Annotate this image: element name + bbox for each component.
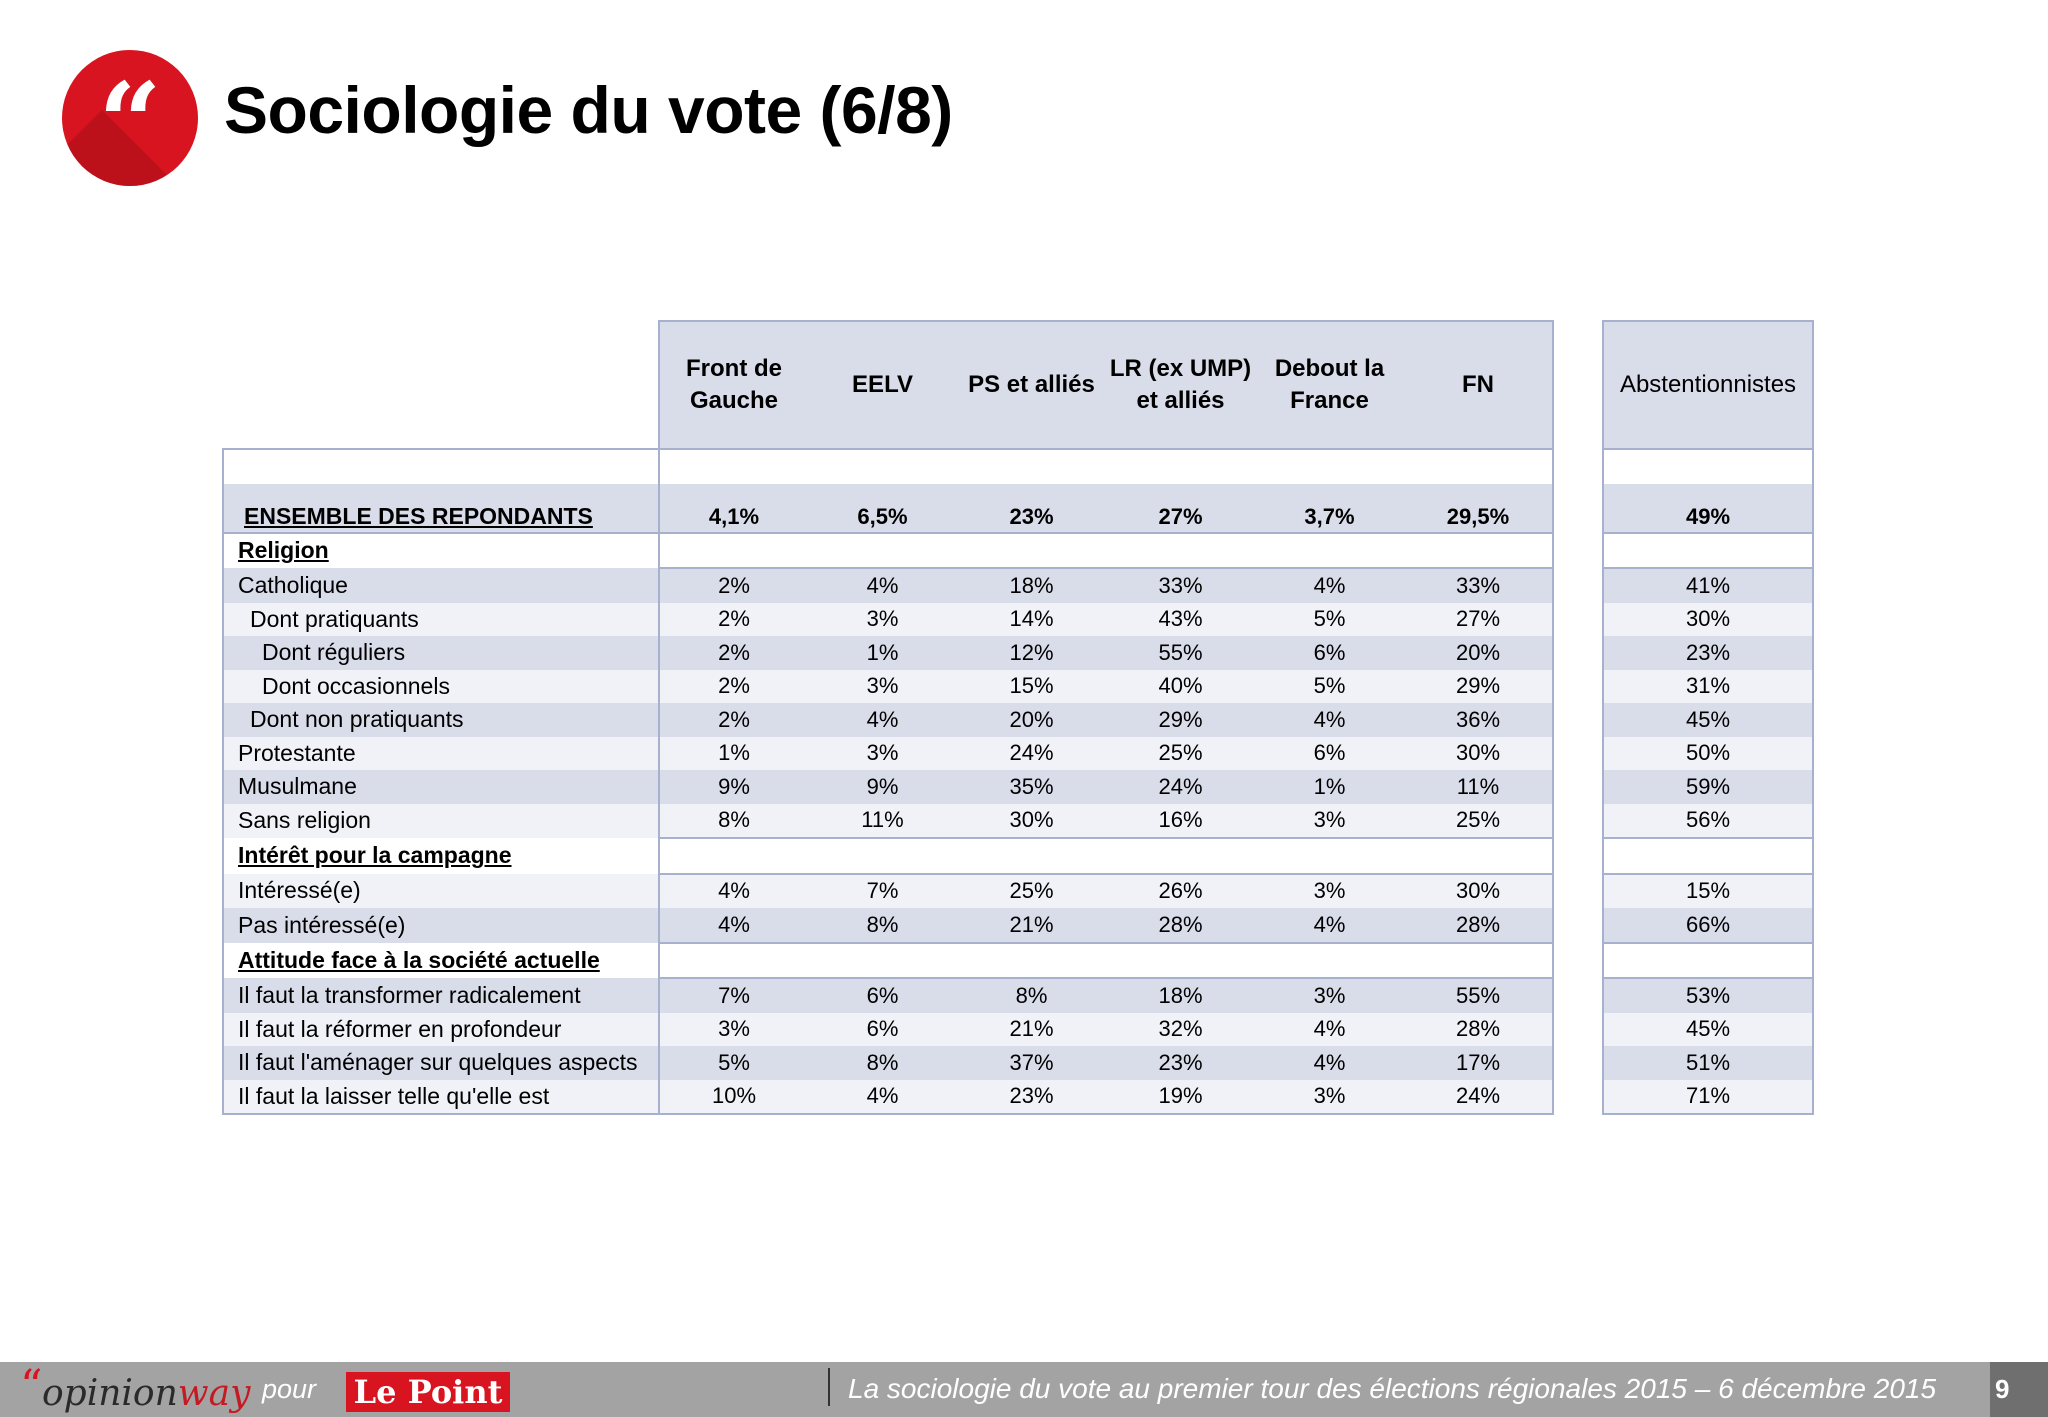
abstention-header: Abstentionnistes xyxy=(1603,321,1813,449)
cell: 11% xyxy=(1404,770,1553,804)
section-row xyxy=(223,838,1813,874)
cell: 23% xyxy=(1106,1046,1255,1080)
cell: 4% xyxy=(1255,1013,1404,1047)
cell: 55% xyxy=(1106,636,1255,670)
spacer-row xyxy=(223,449,1813,484)
cell xyxy=(808,943,957,979)
header-gap xyxy=(1553,321,1603,449)
abst-cell: 50% xyxy=(1603,737,1813,771)
cell: 43% xyxy=(1106,603,1255,637)
column-gap xyxy=(1553,737,1603,771)
column-gap xyxy=(1553,908,1603,943)
cell: 16% xyxy=(1106,804,1255,839)
cell: 25% xyxy=(1106,737,1255,771)
cell xyxy=(1404,533,1553,569)
col-header: FN xyxy=(1404,321,1553,449)
cell: 20% xyxy=(957,703,1106,737)
abst-cell: 59% xyxy=(1603,770,1813,804)
cell xyxy=(1255,533,1404,569)
section-row xyxy=(223,943,1813,979)
table-row xyxy=(223,874,1813,909)
total-row xyxy=(223,484,1813,533)
column-gap xyxy=(1553,978,1603,1013)
cell: 7% xyxy=(659,978,808,1013)
cell: 2% xyxy=(659,703,808,737)
abst-cell: 71% xyxy=(1603,1080,1813,1115)
column-gap xyxy=(1553,449,1603,484)
table-row xyxy=(223,1013,1813,1047)
cell xyxy=(659,838,808,874)
table-row xyxy=(223,636,1813,670)
cell: 30% xyxy=(1404,737,1553,771)
le-point-logo: Le Point xyxy=(346,1372,510,1412)
col-header: EELV xyxy=(808,321,957,449)
table-header xyxy=(223,321,1813,449)
spacer-cell xyxy=(1404,449,1553,484)
page-number: 9 xyxy=(1995,1374,2010,1404)
cell: 28% xyxy=(1106,908,1255,943)
table-row xyxy=(223,908,1813,943)
row-label: Dont occasionnels xyxy=(223,670,659,704)
abst-cell: 66% xyxy=(1603,908,1813,943)
row-label: ENSEMBLE DES REPONDANTS xyxy=(223,484,659,533)
row-label: Il faut la laisser telle qu'elle est xyxy=(223,1080,659,1115)
cell: 4% xyxy=(808,568,957,603)
column-gap xyxy=(1553,1080,1603,1115)
cell xyxy=(808,838,957,874)
cell: 27% xyxy=(1106,484,1255,533)
column-gap xyxy=(1553,838,1603,874)
cell xyxy=(659,943,808,979)
abst-cell: 23% xyxy=(1603,636,1813,670)
table-row xyxy=(223,804,1813,839)
cell: 25% xyxy=(1404,804,1553,839)
cell xyxy=(957,943,1106,979)
cell: 2% xyxy=(659,603,808,637)
quote-icon: “ xyxy=(98,58,162,186)
table-row xyxy=(223,737,1813,771)
column-gap xyxy=(1553,804,1603,839)
row-label: Dont non pratiquants xyxy=(223,703,659,737)
cell: 35% xyxy=(957,770,1106,804)
cell: 4% xyxy=(659,874,808,909)
cell: 4,1% xyxy=(659,484,808,533)
abst-cell: 30% xyxy=(1603,603,1813,637)
row-label: Dont réguliers xyxy=(223,636,659,670)
cell: 55% xyxy=(1404,978,1553,1013)
cell: 33% xyxy=(1106,568,1255,603)
column-gap xyxy=(1553,670,1603,704)
cell: 8% xyxy=(808,1046,957,1080)
spacer-cell xyxy=(659,449,808,484)
cell xyxy=(1404,838,1553,874)
abst-cell: 51% xyxy=(1603,1046,1813,1080)
pour-label: pour xyxy=(262,1374,317,1404)
abst-cell xyxy=(1603,838,1813,874)
abst-cell: 15% xyxy=(1603,874,1813,909)
row-label: Musulmane xyxy=(223,770,659,804)
cell: 14% xyxy=(957,603,1106,637)
cell: 29% xyxy=(1404,670,1553,704)
cell: 4% xyxy=(1255,703,1404,737)
cell: 12% xyxy=(957,636,1106,670)
brand-part-1: opinion xyxy=(42,1373,178,1414)
cell: 6% xyxy=(1255,737,1404,771)
column-gap xyxy=(1553,636,1603,670)
cell: 1% xyxy=(808,636,957,670)
quote-logo xyxy=(62,50,198,186)
abst-cell xyxy=(1603,943,1813,979)
column-gap xyxy=(1553,603,1603,637)
cell: 29% xyxy=(1106,703,1255,737)
cell xyxy=(1106,838,1255,874)
table-row xyxy=(223,670,1813,704)
cell: 15% xyxy=(957,670,1106,704)
cell: 40% xyxy=(1106,670,1255,704)
col-header: LR (ex UMP) et alliés xyxy=(1106,321,1255,449)
column-gap xyxy=(1553,1013,1603,1047)
cell: 2% xyxy=(659,636,808,670)
cell: 24% xyxy=(957,737,1106,771)
cell: 3% xyxy=(659,1013,808,1047)
spacer-cell xyxy=(1603,449,1813,484)
cell xyxy=(1106,943,1255,979)
table-row xyxy=(223,568,1813,603)
cell: 3% xyxy=(1255,1080,1404,1115)
abst-cell: 49% xyxy=(1603,484,1813,533)
cell xyxy=(957,533,1106,569)
cell: 24% xyxy=(1106,770,1255,804)
cell: 9% xyxy=(659,770,808,804)
cell xyxy=(957,838,1106,874)
table-row xyxy=(223,1080,1813,1115)
cell: 1% xyxy=(1255,770,1404,804)
cell: 33% xyxy=(1404,568,1553,603)
column-gap xyxy=(1553,1046,1603,1080)
table-row xyxy=(223,703,1813,737)
abst-cell: 31% xyxy=(1603,670,1813,704)
cell: 27% xyxy=(1404,603,1553,637)
row-label: Intérêt pour la campagne xyxy=(223,838,659,874)
cell: 5% xyxy=(659,1046,808,1080)
cell xyxy=(1106,533,1255,569)
cell: 32% xyxy=(1106,1013,1255,1047)
abst-cell: 45% xyxy=(1603,703,1813,737)
cell: 23% xyxy=(957,1080,1106,1115)
cell: 24% xyxy=(1404,1080,1553,1115)
cell: 18% xyxy=(1106,978,1255,1013)
cell: 26% xyxy=(1106,874,1255,909)
abst-cell: 56% xyxy=(1603,804,1813,839)
row-label: Protestante xyxy=(223,737,659,771)
cell: 30% xyxy=(1404,874,1553,909)
cell xyxy=(659,533,808,569)
cell: 37% xyxy=(957,1046,1106,1080)
row-label: Sans religion xyxy=(223,804,659,839)
cell: 36% xyxy=(1404,703,1553,737)
cell: 17% xyxy=(1404,1046,1553,1080)
header-blank xyxy=(223,321,659,449)
cell: 29,5% xyxy=(1404,484,1553,533)
cell: 3% xyxy=(1255,874,1404,909)
section-row xyxy=(223,533,1813,569)
column-gap xyxy=(1553,568,1603,603)
abst-cell: 41% xyxy=(1603,568,1813,603)
cell: 28% xyxy=(1404,1013,1553,1047)
brand-part-2: way xyxy=(177,1373,251,1414)
table-row xyxy=(223,770,1813,804)
footer-separator xyxy=(828,1368,830,1406)
spacer-cell xyxy=(223,449,659,484)
column-gap xyxy=(1553,874,1603,909)
col-header: PS et alliés xyxy=(957,321,1106,449)
cell: 5% xyxy=(1255,603,1404,637)
cell: 6,5% xyxy=(808,484,957,533)
cell: 18% xyxy=(957,568,1106,603)
cell: 4% xyxy=(808,703,957,737)
cell: 23% xyxy=(957,484,1106,533)
abst-cell: 53% xyxy=(1603,978,1813,1013)
cell: 1% xyxy=(659,737,808,771)
cell: 8% xyxy=(659,804,808,839)
table-row xyxy=(223,978,1813,1013)
cell xyxy=(1404,943,1553,979)
cell: 4% xyxy=(808,1080,957,1115)
row-label: Il faut l'aménager sur quelques aspects xyxy=(223,1046,659,1080)
cell: 19% xyxy=(1106,1080,1255,1115)
row-label: Il faut la transformer radicalement xyxy=(223,978,659,1013)
cell: 2% xyxy=(659,670,808,704)
cell: 21% xyxy=(957,908,1106,943)
column-gap xyxy=(1553,484,1603,533)
table-row xyxy=(223,1046,1813,1080)
cell: 20% xyxy=(1404,636,1553,670)
cell: 7% xyxy=(808,874,957,909)
cell: 21% xyxy=(957,1013,1106,1047)
opinionway-logo xyxy=(42,1372,250,1416)
cell xyxy=(1255,943,1404,979)
cell: 6% xyxy=(808,1013,957,1047)
abst-cell xyxy=(1603,533,1813,569)
cell: 6% xyxy=(1255,636,1404,670)
table-row xyxy=(223,603,1813,637)
cell: 30% xyxy=(957,804,1106,839)
cell: 2% xyxy=(659,568,808,603)
row-label: Dont pratiquants xyxy=(223,603,659,637)
cell: 3% xyxy=(1255,804,1404,839)
row-label: Religion xyxy=(223,533,659,569)
cell: 6% xyxy=(808,978,957,1013)
cell: 3% xyxy=(808,737,957,771)
row-label: Attitude face à la société actuelle xyxy=(223,943,659,979)
abst-cell: 45% xyxy=(1603,1013,1813,1047)
column-gap xyxy=(1553,703,1603,737)
opinionway-quote-mark: “ xyxy=(20,1361,43,1412)
column-gap xyxy=(1553,770,1603,804)
cell: 5% xyxy=(1255,670,1404,704)
cell: 9% xyxy=(808,770,957,804)
column-gap xyxy=(1553,943,1603,979)
col-header: Debout la France xyxy=(1255,321,1404,449)
cell: 11% xyxy=(808,804,957,839)
cell: 8% xyxy=(808,908,957,943)
cell xyxy=(808,533,957,569)
cell: 3% xyxy=(1255,978,1404,1013)
row-label: Intéressé(e) xyxy=(223,874,659,909)
cell: 4% xyxy=(1255,568,1404,603)
cell: 4% xyxy=(1255,1046,1404,1080)
row-label: Catholique xyxy=(223,568,659,603)
row-label: Il faut la réformer en profondeur xyxy=(223,1013,659,1047)
cell: 8% xyxy=(957,978,1106,1013)
cell: 3% xyxy=(808,670,957,704)
results-table xyxy=(222,320,1814,1115)
footer-caption: La sociologie du vote au premier tour des élections régionales 2015 – 6 décembre 2015 xyxy=(848,1373,1937,1404)
row-label: Pas intéressé(e) xyxy=(223,908,659,943)
cell xyxy=(1255,838,1404,874)
page-title: Sociologie du vote (6/8) xyxy=(224,73,953,147)
cell: 4% xyxy=(1255,908,1404,943)
cell: 10% xyxy=(659,1080,808,1115)
cell: 28% xyxy=(1404,908,1553,943)
column-gap xyxy=(1553,533,1603,569)
cell: 25% xyxy=(957,874,1106,909)
cell: 3% xyxy=(808,603,957,637)
col-header: Front de Gauche xyxy=(659,321,808,449)
cell: 3,7% xyxy=(1255,484,1404,533)
cell: 4% xyxy=(659,908,808,943)
